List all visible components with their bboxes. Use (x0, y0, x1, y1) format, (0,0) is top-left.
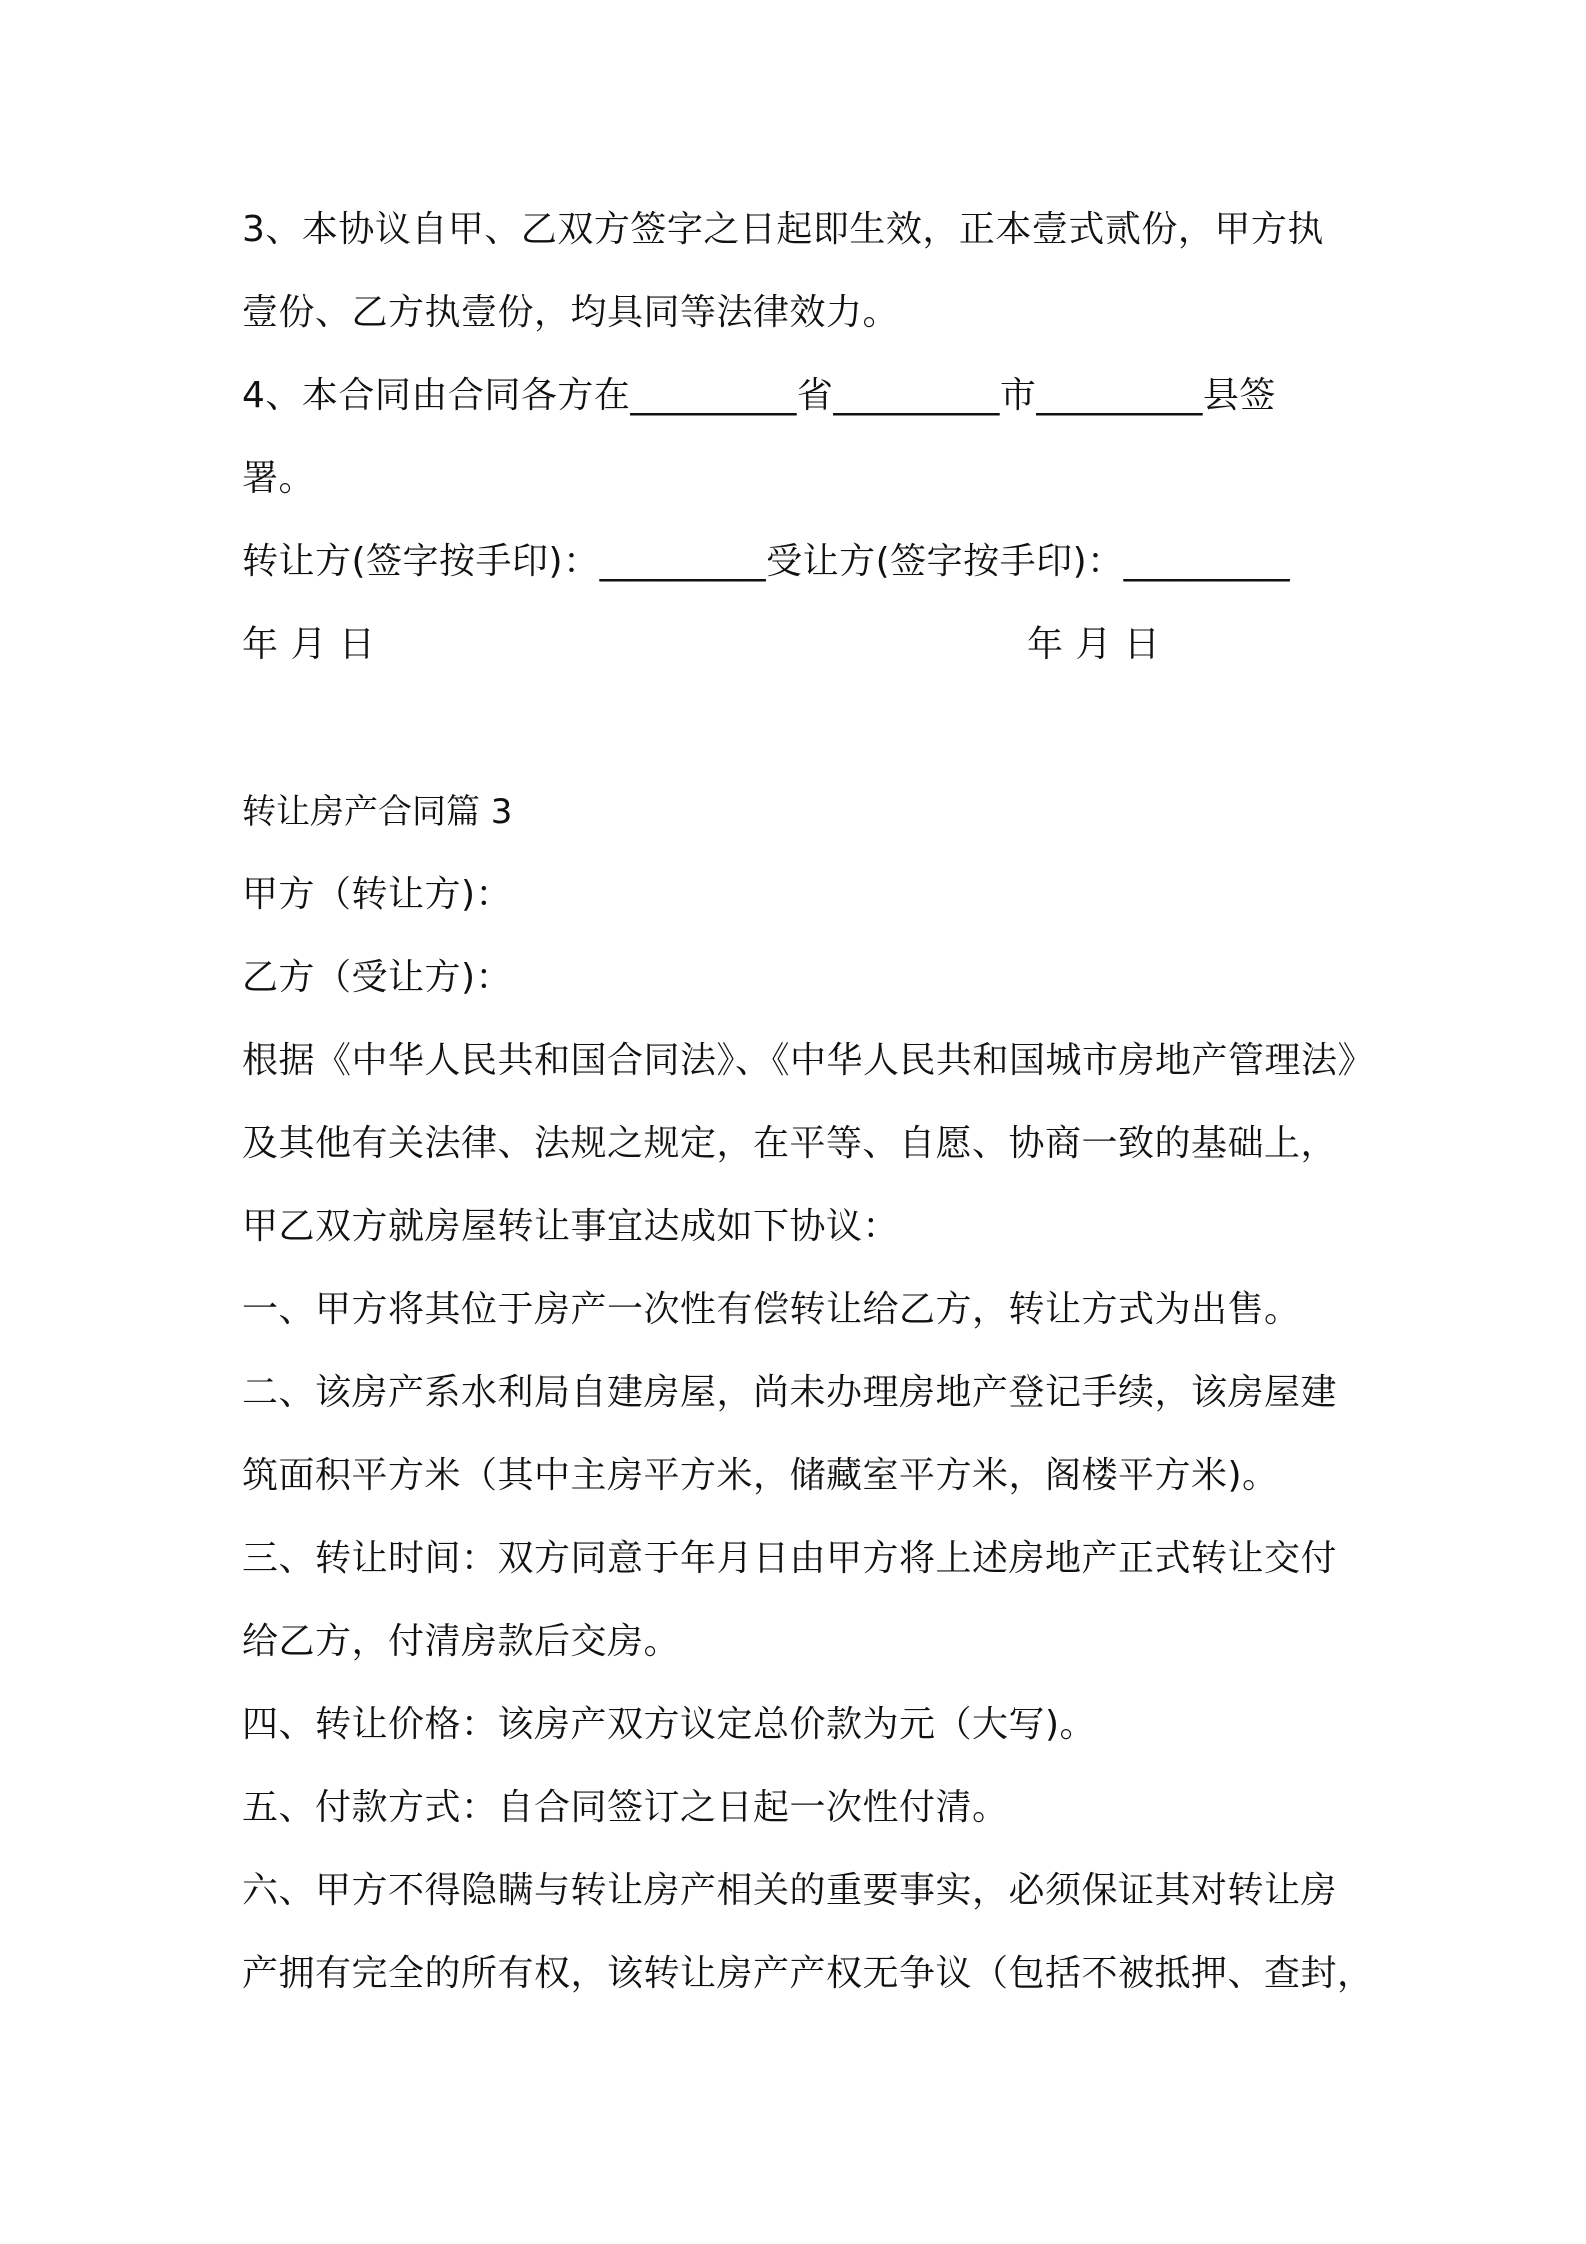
article-1-line: 一、甲方将其位于房产一次性有偿转让给乙方，转让方式为出售。 (242, 1289, 1301, 1330)
article-5-line: 五、付款方式：自合同签订之日起一次性付清。 (242, 1787, 1009, 1828)
preamble-line-2: 及其他有关法律、法规之规定，在平等、自愿、协商一致的基础上， (242, 1123, 1338, 1164)
party-b-line: 乙方（受让方)： (242, 957, 513, 998)
signature-line: 转让方(签字按手印)：_________受让方(签字按手印)：_________ (242, 541, 1291, 582)
preamble-line-3: 甲乙双方就房屋转让事宜达成如下协议： (242, 1206, 900, 1247)
party-a-line: 甲方（转让方)： (242, 874, 513, 915)
article-3-line-1: 三、转让时间：双方同意于年月日由甲方将上述房地产正式转让交付 (242, 1538, 1338, 1579)
article-3-line-2: 给乙方，付清房款后交房。 (242, 1621, 681, 1662)
clause-4-line-1: 4、本合同由合同各方在_________省_________市_________县签 (242, 375, 1276, 416)
date-line (242, 621, 1362, 669)
article-2-line-2: 筑面积平方米（其中主房平方米，储藏室平方米，阁楼平方米)。 (242, 1455, 1279, 1496)
article-6-line-2: 产拥有完全的所有权，该转让房产产权无争议（包括不被抵押、查封， (242, 1953, 1374, 1994)
date-left: 年 月 日 (242, 624, 376, 665)
date-right: 年 月 日 (1027, 624, 1161, 665)
clause-3-line-1: 3、本协议自甲、乙双方签字之日起即生效，正本壹式贰份，甲方执 (242, 209, 1324, 250)
article-2-line-1: 二、该房产系水利局自建房屋，尚未办理房地产登记手续，该房屋建 (242, 1372, 1338, 1413)
section-heading: 转让房产合同篇 3 (242, 792, 513, 832)
clause-4-line-2: 署。 (242, 458, 316, 499)
article-4-line: 四、转让价格：该房产双方议定总价款为元（大写)。 (242, 1704, 1097, 1745)
article-6-line-1: 六、甲方不得隐瞒与转让房产相关的重要事实，必须保证其对转让房 (242, 1870, 1338, 1911)
preamble-line-1: 根据《中华人民共和国合同法》、《中华人民共和国城市房地产管理法》 (242, 1040, 1375, 1081)
clause-3-line-2: 壹份、乙方执壹份，均具同等法律效力。 (242, 292, 900, 333)
